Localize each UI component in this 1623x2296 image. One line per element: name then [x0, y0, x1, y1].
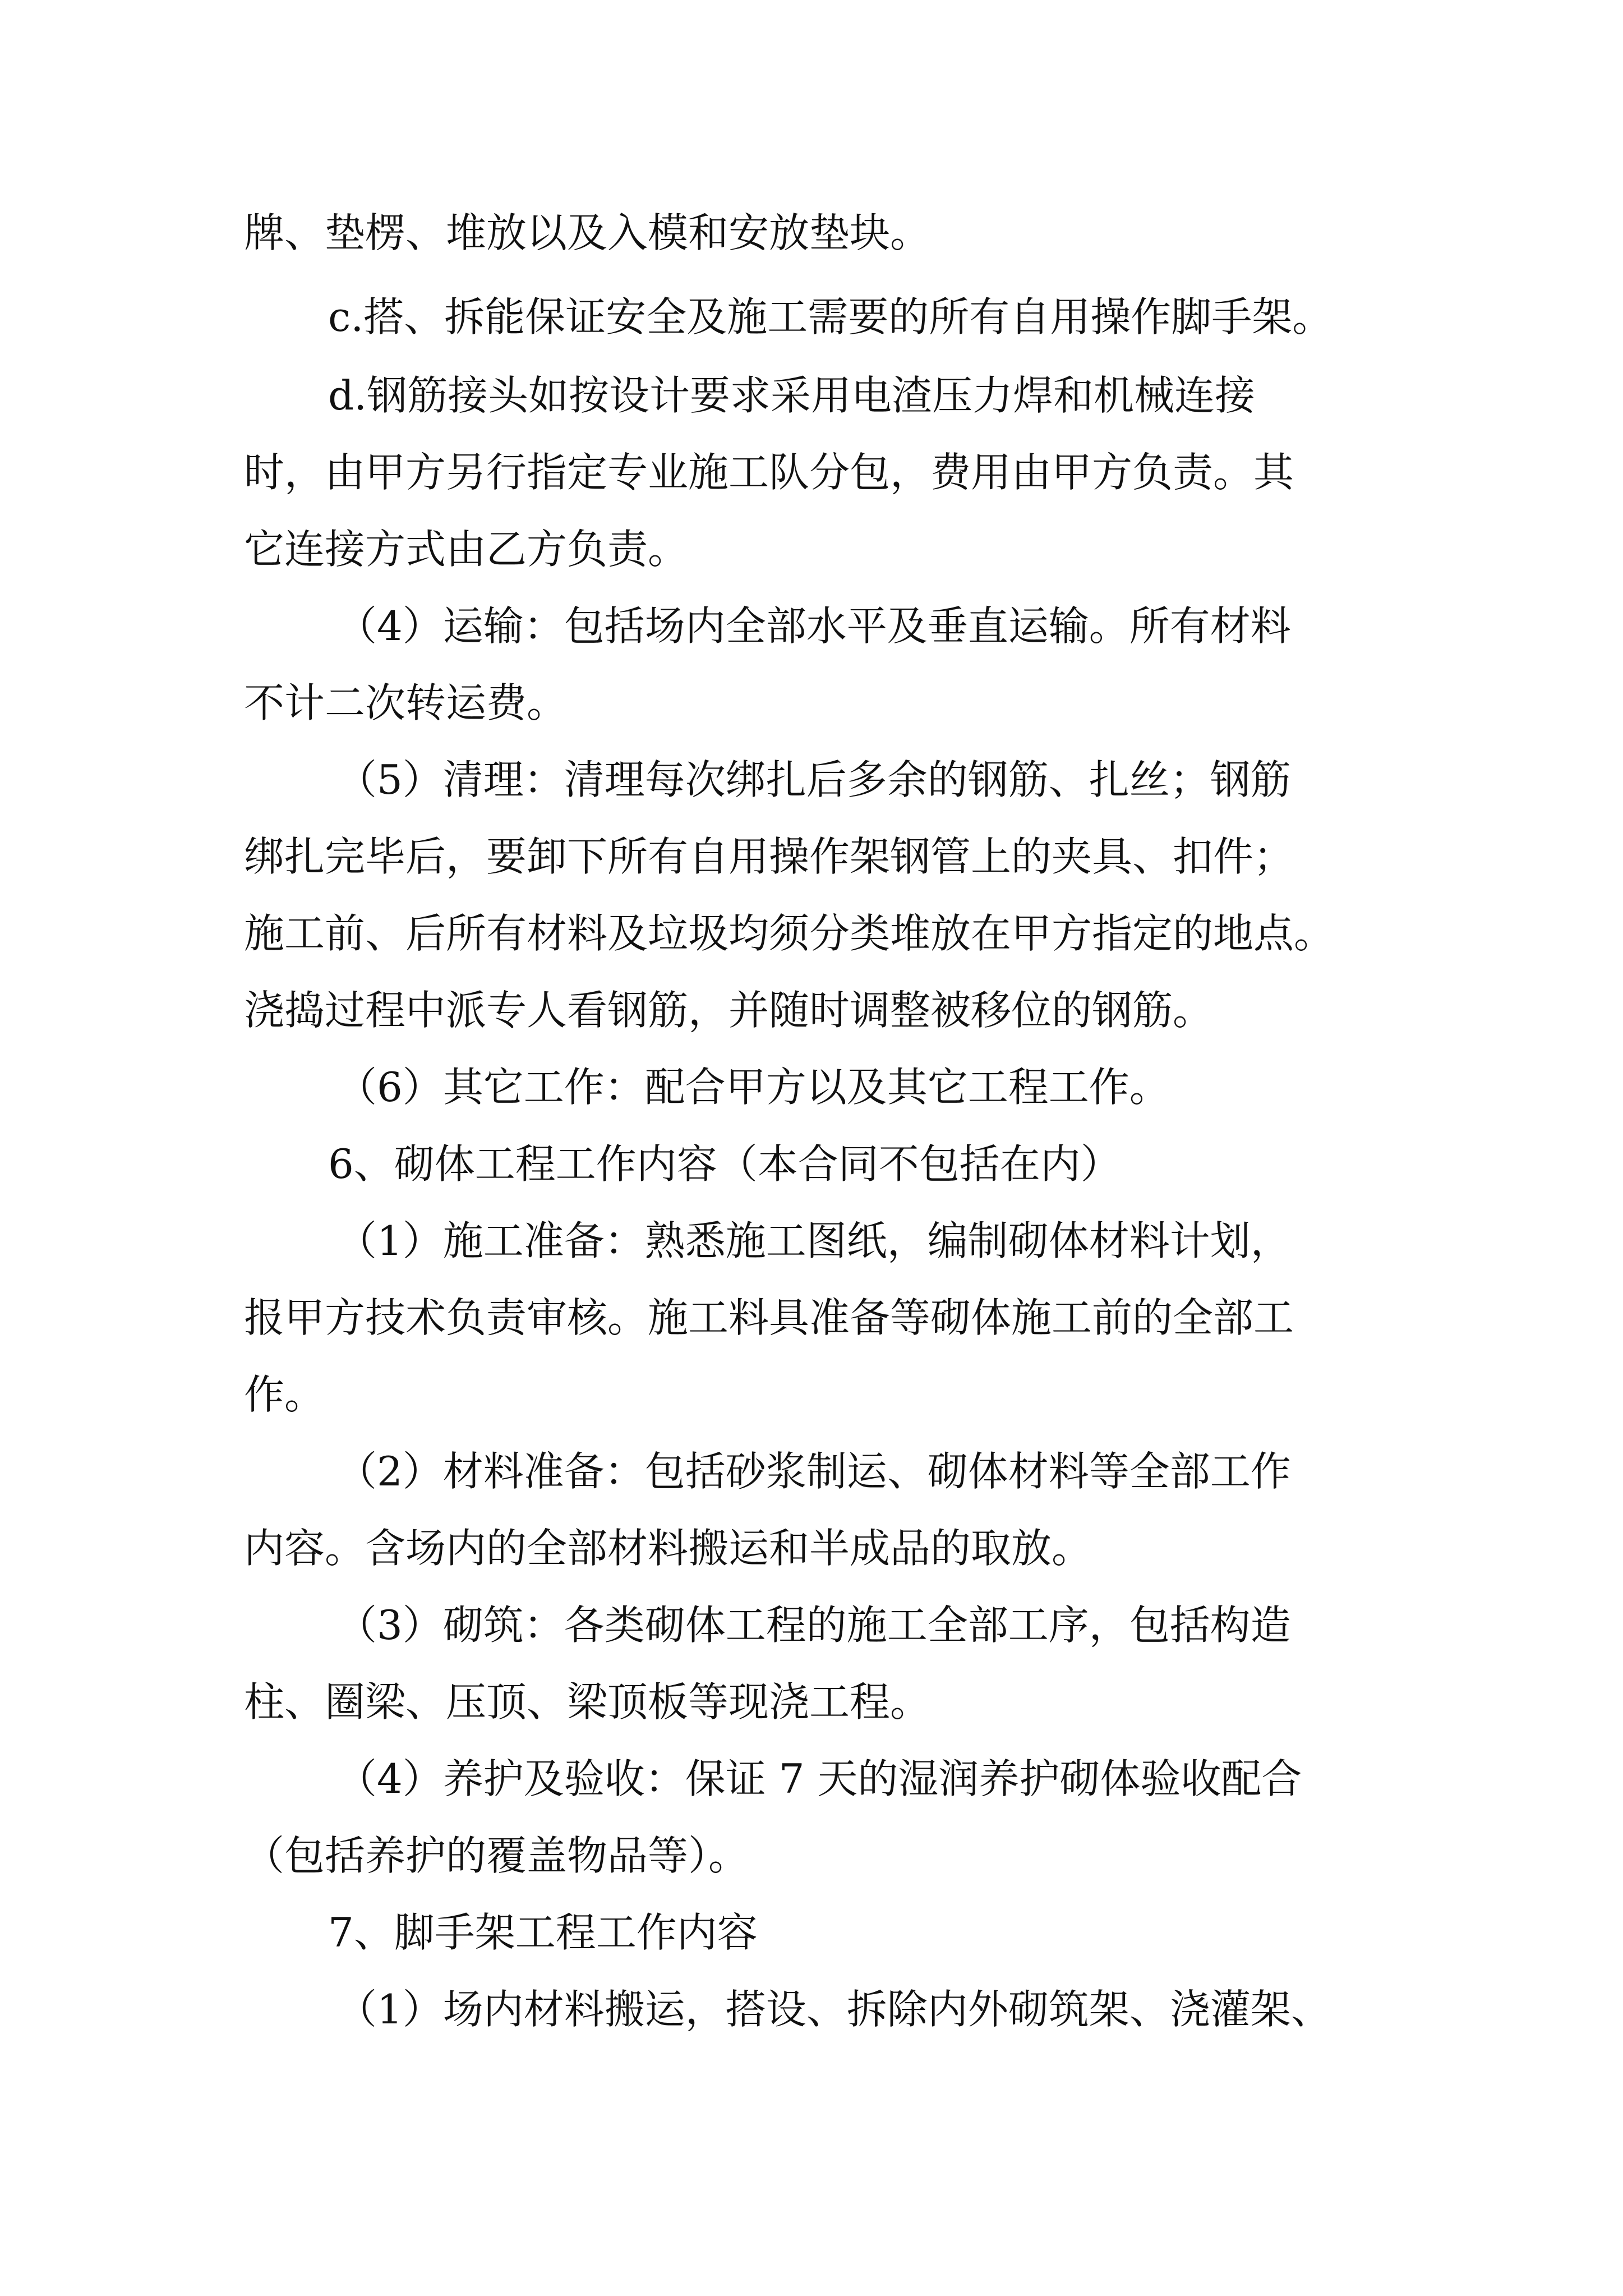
text-line: （6）其它工作：配合甲方以及其它工程工作。: [336, 1064, 1170, 1111]
text-line: d.钢筋接头如按设计要求采用电渣压力焊和机械连接: [328, 372, 1255, 419]
text-line: （包括养护的覆盖物品等）。: [244, 1832, 749, 1879]
text-line: 时，由甲方另行指定专业施工队分包，费用由甲方负责。其: [244, 449, 1294, 496]
text-line: 柱、圈梁、压顶、梁顶板等现浇工程。: [244, 1678, 931, 1726]
section-heading: 7、脚手架工程工作内容: [328, 1909, 758, 1956]
text-line: （1）施工准备：熟悉施工图纸，编制砌体材料计划，: [336, 1217, 1291, 1264]
text-line: 牌、垫楞、堆放以及入模和安放垫块。: [244, 209, 931, 256]
text-line: 作。: [244, 1371, 325, 1418]
text-line: 报甲方技术负责审核。施工料具准备等砌体施工前的全部工: [244, 1294, 1294, 1341]
text-line: （4）运输：包括场内全部水平及垂直运输。所有材料: [336, 602, 1291, 650]
text-line: 内容。含场内的全部材料搬运和半成品的取放。: [244, 1525, 1092, 1572]
text-line: c.搭、拆能保证安全及施工需要的所有自用操作脚手架。: [328, 293, 1333, 341]
text-line: （2）材料准备：包括砂浆制运、砌体材料等全部工作: [336, 1448, 1291, 1495]
text-line: 绑扎完毕后，要卸下所有自用操作架钢管上的夹具、扣件；: [244, 833, 1294, 880]
text-line: 施工前、后所有材料及垃圾均须分类堆放在甲方指定的地点。: [244, 910, 1335, 957]
text-line: 不计二次转运费。: [244, 679, 568, 726]
text-line: （5）清理：清理每次绑扎后多余的钢筋、扎丝；钢筋: [336, 756, 1291, 803]
text-line: 浇捣过程中派专人看钢筋，并随时调整被移位的钢筋。: [244, 987, 1214, 1034]
text-line: 它连接方式由乙方负责。: [244, 526, 689, 573]
text-line: （1）场内材料搬运，搭设、拆除内外砌筑架、浇灌架、: [336, 1986, 1331, 2033]
text-line: （4）养护及验收：保证 7 天的湿润养护砌体验收配合: [336, 1755, 1302, 1802]
section-heading: 6、砌体工程工作内容（本合同不包括在内）: [328, 1140, 1121, 1188]
text-line: （3）砌筑：各类砌体工程的施工全部工序，包括构造: [336, 1602, 1291, 1649]
